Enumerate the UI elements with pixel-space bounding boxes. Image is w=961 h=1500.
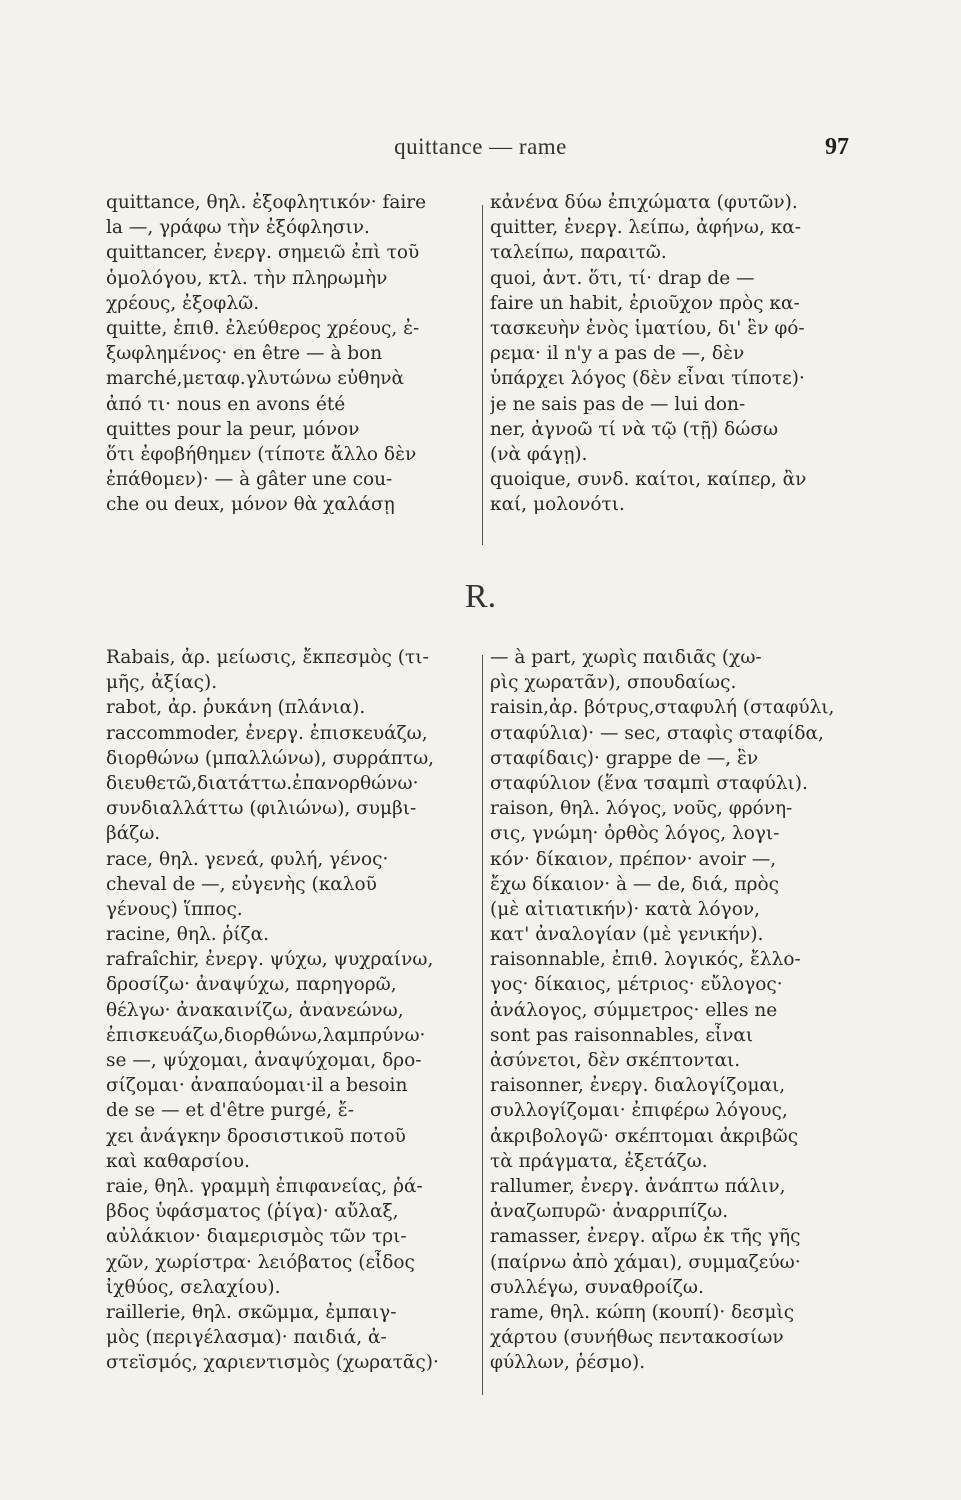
entry-line: (νὰ φάγῃ). xyxy=(490,443,588,465)
entry-line: φύλλων, ῥέσμο). xyxy=(490,1352,646,1374)
right-column-top xyxy=(490,190,865,517)
entry-line: ὑπάρχει λόγος (δὲν εἶναι τίποτε)· xyxy=(490,368,805,390)
entry-line: ner, ἀγνοῶ τί νὰ τῷ (τῇ) δώσω xyxy=(490,418,779,440)
entry-line: quittance, θηλ. ἐξοφλητικόν· faire xyxy=(106,192,427,213)
page-header xyxy=(0,134,961,164)
entry-line: συνδιαλλάττω (φιλιώνω), συμβι- xyxy=(106,798,417,820)
entry-line: Rabais, ἀρ. μείωσις, ἔκπεσμὸς (τι- xyxy=(106,647,429,668)
entry-line: γος· δίκαιος, μέτριος· εὔλογος· xyxy=(490,974,783,996)
entry-line: raie, θηλ. γραμμὴ ἐπιφανείας, ῥά- xyxy=(106,1175,423,1197)
entry-line: σταφύλιον (ἕνα τσαμπὶ σταφύλι). xyxy=(490,772,808,794)
entry-line: χῶν, χωρίστρα· λειόβατος (εἶδος xyxy=(106,1251,415,1273)
entry-line: ἀπό τι· nous en avons été xyxy=(106,393,346,415)
entry-line: — à part, χωρὶς παιδιᾶς (χω- xyxy=(490,647,762,668)
entry-line: cheval de —, εὐγενὴς (καλοῦ xyxy=(106,873,377,895)
entry-line: αὐλάκιον· διαμερισμὸς τῶν τρι- xyxy=(106,1226,407,1248)
entry-line: se —, ψύχομαι, ἀναψύχομαι, δρο- xyxy=(106,1050,422,1071)
entry-line: ξωφλημένος· en être — à bon xyxy=(106,343,383,365)
entry-line: de se — et d'être purgé, ἔ- xyxy=(106,1100,354,1122)
entry-line: marché,μεταφ.γλυτώνω εὐθηνὰ xyxy=(106,368,405,390)
entry-line: quitter, ἐνεργ. λείπω, ἀφήνω, κα- xyxy=(490,217,802,239)
column-divider-bottom xyxy=(482,655,483,1395)
entry-line: ἔχω δίκαιον· à — de, διά, πρὸς xyxy=(490,873,779,895)
entry-line: ἰχθύος, σελαχίου). xyxy=(106,1276,281,1298)
entry-line: rafraîchir, ἐνεργ. ψύχω, ψυχραίνω, xyxy=(106,949,434,971)
entry-line: raisin,ἀρ. βότρυς,σταφυλή (σταφύλι, xyxy=(490,697,835,719)
entry-line: (παίρνω ἀπὸ χάμαι), συμμαζεύω· xyxy=(490,1251,801,1273)
entry-line: μὸς (περιγέλασμα)· παιδιά, ἀ- xyxy=(106,1327,387,1349)
entry-line: quoique, συνδ. καίτοι, καίπερ, ἂν xyxy=(490,469,807,491)
column-divider-top xyxy=(482,205,483,545)
entry-line: quittancer, ἐνεργ. σημειῶ ἐπὶ τοῦ xyxy=(106,242,420,264)
entry-line: quoi, ἀντ. ὅτι, τί· drap de — xyxy=(490,267,755,289)
entry-line: rallumer, ἐνεργ. ἀνάπτω πάλιν, xyxy=(490,1175,786,1197)
entry-line: διευθετῶ,διατάττω.ἐπανορθώνω· xyxy=(106,772,419,794)
entry-line: θέλγω· ἀνακαινίζω, ἀνανεώνω, xyxy=(106,999,404,1021)
entry-line: στεϊσμός, χαριεντισμὸς (χωρατᾶς)· xyxy=(106,1352,439,1374)
entry-line: τασκευὴν ἑνὸς ἱματίου, δι' ἓν φό- xyxy=(490,317,805,339)
entry-line: raison, θηλ. λόγος, νοῦς, φρόνη- xyxy=(490,798,793,820)
entry-line: σις, γνώμη· ὀρθὸς λόγος, λογι- xyxy=(490,823,780,845)
entry-line: rame, θηλ. κώπη (κουπί)· δεσμὶς xyxy=(490,1301,795,1323)
entry-line: (μὲ αἰτιατικήν)· κατὰ λόγον, xyxy=(490,898,760,920)
entry-line: δροσίζω· ἀναψύχω, παρηγορῶ, xyxy=(106,974,397,996)
entry-line: ὅτι ἐφοβήθημεν (τίποτε ἄλλο δὲν xyxy=(106,443,417,465)
entry-line: διορθώνω (μπαλλώνω), συρράπτω, xyxy=(106,747,435,769)
entry-line: μῆς, ἀξίας). xyxy=(106,672,218,694)
entry-line: ρεμα· il n'y a pas de —, δὲν xyxy=(490,343,745,365)
entry-line: καὶ καθαρσίου. xyxy=(106,1150,250,1172)
entry-line: ἀκριβολογῶ· σκέπτομαι ἀκριβῶς xyxy=(490,1125,799,1147)
entry-line: racine, θηλ. ῥίζα. xyxy=(106,924,270,946)
entry-line: raisonner, ἐνεργ. διαλογίζομαι, xyxy=(490,1075,786,1097)
page-number: 97 xyxy=(825,134,849,160)
entry-line: sont pas raisonnables, εἶναι xyxy=(490,1024,754,1046)
entry-line: ἀνάλογος, σύμμετρος· elles ne xyxy=(490,999,778,1021)
running-title: quittance — rame xyxy=(394,134,567,159)
entry-line: la —, γράφω τὴν ἐξόφλησιν. xyxy=(106,217,370,239)
entry-line: καί, μολονότι. xyxy=(490,494,625,516)
entry-line: rabot, ἀρ. ῥυκάνη (πλάνια). xyxy=(106,697,366,719)
entry-line: raisonnable, ἐπιθ. λογικός, ἔλλο- xyxy=(490,949,801,971)
entry-line: ἐπισκευάζω,διορθώνω,λαμπρύνω· xyxy=(106,1024,426,1046)
entry-line: σίζομαι· ἀναπαύομαι·il a besoin xyxy=(106,1075,408,1097)
entry-line: raillerie, θηλ. σκῶμμα, ἐμπαιγ- xyxy=(106,1301,397,1323)
entry-line: ἀσύνετοι, δὲν σκέπτονται. xyxy=(490,1050,741,1071)
entry-line: κόν· δίκαιον, πρέπον· avoir —, xyxy=(490,848,777,870)
entry-line: ἀναζωπυρῶ· ἀναρριπίζω. xyxy=(490,1201,729,1223)
entry-line: je ne sais pas de — lui don- xyxy=(490,393,746,415)
entry-line: quitte, ἐπιθ. ἐλεύθερος χρέους, ἐ- xyxy=(106,317,420,339)
entry-line: che ou deux, μόνον θὰ χαλάσῃ xyxy=(106,494,395,516)
entry-line: ramasser, ἐνεργ. αἴρω ἐκ τῆς γῆς xyxy=(490,1226,801,1248)
entry-line: ὁμολόγου, κτλ. τὴν πληρωμὴν xyxy=(106,267,388,289)
entry-line: χάρτου (συνήθως πεντακοσίων xyxy=(490,1327,784,1349)
entry-line: ταλείπω, παραιτῶ. xyxy=(490,242,667,264)
entry-line: faire un habit, ἐριοῦχον πρὸς κα- xyxy=(490,292,800,314)
entry-line: ρὶς χωρατᾶν), σπουδαίως. xyxy=(490,672,737,694)
entry-line: χει ἀνάγκην δροσιστικοῦ ποτοῦ xyxy=(106,1125,406,1147)
entry-line: quittes pour la peur, μόνον xyxy=(106,418,360,440)
entry-line: σταφύλια)· — sec, σταφὶς σταφίδα, xyxy=(490,722,824,744)
entry-line: χρέους, ἐξοφλῶ. xyxy=(106,292,260,314)
entry-line: γένους) ἵππος. xyxy=(106,898,243,920)
entry-line: βάζω. xyxy=(106,823,161,845)
entry-line: συλλέγω, συναθροίζω. xyxy=(490,1276,704,1298)
entry-line: βδος ὑφάσματος (ῥίγα)· αὔλαξ, xyxy=(106,1201,399,1223)
section-letter: R. xyxy=(464,578,497,615)
entry-line: συλλογίζομαι· ἐπιφέρω λόγους, xyxy=(490,1100,788,1122)
entry-line: ἐπάθομεν)· — à gâter une cou- xyxy=(106,469,393,491)
entry-line: κατ' ἀναλογίαν (μὲ γενικήν). xyxy=(490,924,764,946)
entry-line: κἀνένα δύω ἐπιχώματα (φυτῶν). xyxy=(490,192,798,213)
entry-line: σταφίδαις)· grappe de —, ἓν xyxy=(490,747,759,769)
entry-line: τὰ πράγματα, ἐξετάζω. xyxy=(490,1150,708,1172)
left-column-top xyxy=(106,190,482,517)
right-column-bottom xyxy=(490,645,865,1375)
entry-line: race, θηλ. γενεά, φυλή, γένος· xyxy=(106,848,389,870)
left-column-bottom xyxy=(106,645,482,1375)
entry-line: raccommoder, ἐνεργ. ἐπισκευάζω, xyxy=(106,722,428,744)
